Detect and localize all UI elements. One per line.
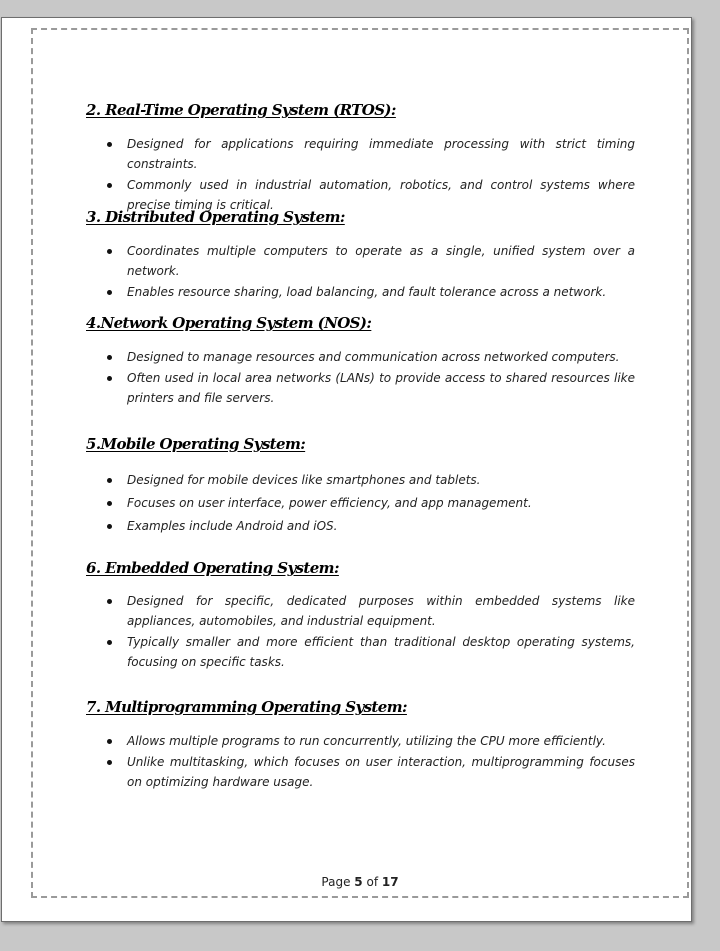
list-item: Examples include Android and iOS. [86, 516, 635, 536]
page-label: Page [321, 875, 351, 889]
list-item: Allows multiple programs to run concurrently, utilizing the CPU more efficiently. [86, 731, 635, 751]
total-pages-number: 17 [381, 875, 399, 889]
bullet-list [86, 134, 646, 215]
list-item: Designed for specific, dedicated purposes within embedded systems like appliances, automobiles, and industrial equipment. [86, 591, 635, 631]
section-heading: 7. Multiprogramming Operating System: [86, 698, 407, 716]
section-heading: 5.Mobile Operating System: [86, 435, 306, 453]
list-item: Focuses on user interface, power efficiency, and app management. [86, 493, 635, 513]
section-heading: 4.Network Operating System (NOS): [86, 314, 372, 332]
bullet-list [86, 591, 646, 672]
list-item: Designed for applications requiring immediate processing with strict timing constraints. [86, 134, 635, 174]
list-item: Unlike multitasking, which focuses on user interaction, multiprogramming focuses on optimizing hardware usage. [86, 752, 635, 792]
current-page-number: 5 [354, 875, 363, 889]
section-heading: 6. Embedded Operating System: [86, 559, 339, 577]
bullet-list [86, 241, 646, 302]
bullet-list [86, 470, 646, 536]
list-item: Commonly used in industrial automation, robotics, and control systems where precise timing is critical. [86, 175, 635, 215]
list-item: Often used in local area networks (LANs) to provide access to shared resources like printers and file servers. [86, 368, 635, 408]
list-item: Designed for mobile devices like smartphones and tablets. [86, 470, 635, 490]
section-multiprogramming [86, 697, 646, 792]
list-item: Coordinates multiple computers to operate as a single, unified system over a network. [86, 241, 635, 281]
section-rtos [86, 100, 646, 215]
list-item: Enables resource sharing, load balancing, and fault tolerance across a network. [86, 282, 635, 302]
bullet-list [86, 731, 646, 792]
section-distributed [86, 207, 646, 302]
section-heading: 3. Distributed Operating System: [86, 208, 345, 226]
section-embedded [86, 558, 646, 672]
list-item: Typically smaller and more efficient than traditional desktop operating systems, focusing on specific tasks. [86, 632, 635, 672]
section-heading: 2. Real-Time Operating System (RTOS): [86, 101, 396, 119]
of-label: of [366, 875, 379, 889]
bullet-list [86, 347, 646, 408]
page-number-footer [0, 875, 720, 889]
section-network [86, 313, 646, 408]
section-mobile [86, 434, 646, 536]
list-item: Designed to manage resources and communication across networked computers. [86, 347, 635, 367]
